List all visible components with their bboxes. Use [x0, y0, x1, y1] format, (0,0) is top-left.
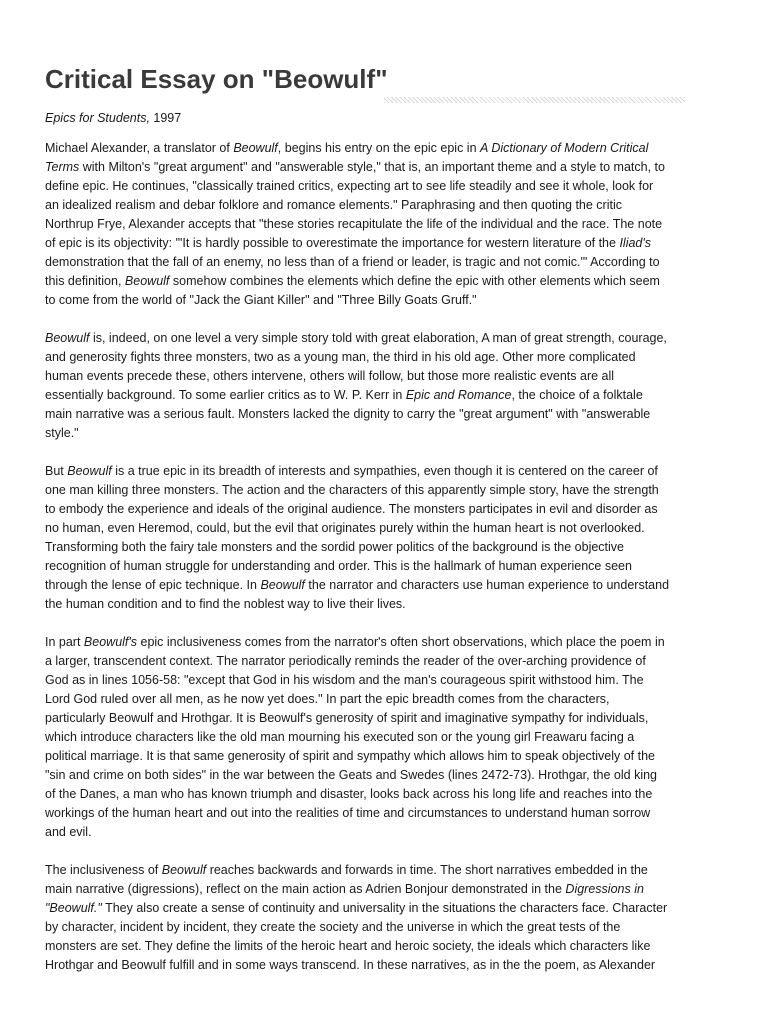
paragraph-line [45, 481, 695, 500]
text-run: this definition, [45, 274, 125, 288]
text-run: is a true epic in its breadth of interests and sympathies, even though it is centered on the career of [111, 464, 658, 478]
paragraph-line [45, 329, 695, 348]
text-run: But [45, 464, 68, 478]
text-run: somehow combines the elements which define the epic with other elements which seem [169, 274, 660, 288]
text-run: with Milton's "great argument" and "answerable style," that is, an important theme and a style to match, to [79, 160, 665, 174]
text-run: essentially background. To some earlier critics as to W. P. Kerr in [45, 388, 406, 402]
italic-text: "Beowulf." [45, 901, 102, 915]
text-run: through the lense of epic technique. In [45, 578, 261, 592]
paragraph-line [45, 652, 695, 671]
paragraph-line [45, 671, 695, 690]
text-run: recognition of human struggle for understanding and order. This is the hallmark of human experience seen [45, 559, 632, 573]
text-run: monsters are set. They define the limits of the heroic heart and heroic society, the ideals which characters like [45, 939, 651, 953]
paragraph-line [45, 139, 695, 158]
paragraph-line [45, 766, 695, 785]
paragraph-line [45, 367, 695, 386]
text-run: a larger, transcendent context. The narrator periodically reminds the reader of the over-arching providence of [45, 654, 646, 668]
text-run: by character, incident by incident, they create the society and the universe in which the great tests of the [45, 920, 621, 934]
paragraph-line [45, 747, 695, 766]
paragraph-line [45, 177, 695, 196]
italic-text: Epic and Romance [405, 388, 512, 402]
text-run: to come from the world of "Jack the Giant Killer" and "Three Billy Goats Gruff." [45, 293, 477, 307]
title-block [45, 62, 685, 96]
italic-text: Beowulf [260, 578, 305, 592]
text-run: Transforming both the fairy tale monsters and the sordid power politics of the background is the objective [45, 540, 625, 554]
paragraph-line [45, 424, 695, 443]
text-run: of epic is its objectivity: "'It is hardly possible to overestimate the importance for western literature of the [45, 236, 620, 250]
italic-text: Beowulf's [83, 635, 138, 649]
paragraph-line [45, 633, 695, 652]
title-rule [384, 97, 685, 103]
paragraph-line [45, 690, 695, 709]
italic-text: Iliad's [619, 236, 652, 250]
text-run: particularly Beowulf and Hrothgar. It is Beowulf's generosity of spirit and imaginative sympathy for individuals, [45, 711, 649, 725]
paragraph-line [45, 918, 695, 937]
paragraph-line [45, 576, 695, 595]
source-line [45, 109, 181, 127]
text-run: of the Danes, a man who has known triumph and disaster, looks back across his long life and reaches into the [45, 787, 653, 801]
text-run: the human condition and to find the noblest way to live their lives. [45, 597, 406, 611]
paragraph-line [45, 500, 695, 519]
text-run: which introduce characters like the old man mourning his executed son or the young girl Freawaru facing a [45, 730, 635, 744]
paragraph-line [45, 709, 695, 728]
paragraph-line [45, 861, 695, 880]
text-run: Lord God ruled over all men, as he now yet does." In part the epic breadth comes from the characters, [45, 692, 610, 706]
paragraph-line [45, 823, 695, 842]
text-run: style." [45, 426, 79, 440]
text-run: workings of the human heart and out into the realities of time and circumstances to understand human sorrow [45, 806, 651, 820]
essay-paragraph [45, 329, 695, 443]
text-run: no human, even Heremod, could, but the evil that originates purely within the human heart is not overlooked. [45, 521, 645, 535]
paragraph-line [45, 196, 695, 215]
paragraph-line [45, 804, 695, 823]
essay-paragraph [45, 633, 695, 842]
paragraph-line [45, 880, 695, 899]
italic-text: Digressions in [565, 882, 644, 896]
text-run: an idealized realism and debar folklore and romance elements." Paraphrasing and then quoting the critic [45, 198, 623, 212]
paragraph-line [45, 462, 695, 481]
text-run: reaches backwards and forwards in time. The short narratives embedded in the [206, 863, 648, 877]
italic-text: Beowulf [233, 141, 278, 155]
paragraph-line [45, 956, 695, 975]
text-run: main narrative (digressions), reflect on the main action as Adrien Bonjour demonstrated in the [45, 882, 566, 896]
text-run: one man killing three monsters. The action and the characters of this apparently simple story, have the strength [45, 483, 659, 497]
paragraph-line [45, 519, 695, 538]
text-run: The inclusiveness of [45, 863, 162, 877]
essay-body [45, 139, 695, 994]
paragraph-line [45, 595, 695, 614]
italic-text: Beowulf [161, 863, 207, 877]
paragraph-line [45, 386, 695, 405]
source-publication: Epics for Students, [45, 111, 150, 125]
text-run: They also create a sense of continuity and universality in the situations the characters face. Character [101, 901, 668, 915]
essay-paragraph [45, 462, 695, 614]
text-run: demonstration that the fall of an enemy, no less than of a friend or leader, is tragic and not comic.'" According to [45, 255, 660, 269]
text-run: political marriage. It is that same generosity of spirit and sympathy which allows him to speak objectively of the [45, 749, 655, 763]
text-run: define epic. He continues, "classically trained critics, expecting art to see life steadily and see it whole, look for [45, 179, 654, 193]
text-run: epic inclusiveness comes from the narrator's often short observations, which place the poem in [137, 635, 665, 649]
text-run: the narrator and characters use human experience to understand [304, 578, 670, 592]
text-run: In part [45, 635, 84, 649]
paragraph-line [45, 158, 695, 177]
paragraph-line [45, 557, 695, 576]
paragraph-line [45, 785, 695, 804]
text-run: , the choice of a folktale [511, 388, 643, 402]
text-run: to embody the experience and ideals of the original audience. The monsters participates in evil and disorder as [45, 502, 658, 516]
page-title: Critical Essay on "Beowulf" [45, 64, 388, 94]
paragraph-line [45, 253, 695, 272]
text-run: "sin and crime on both sides" in the war between the Geats and Swedes (lines 2472-73). Hrothgar, the old king [45, 768, 658, 782]
text-run: Hrothgar and Beowulf fulfill and in some ways transcend. In these narratives, as in the the poem, as Alexander [45, 958, 656, 972]
italic-text: Beowulf [67, 464, 112, 478]
source-year: 1997 [149, 111, 182, 125]
text-run: is, indeed, on one level a very simple story told with great elaboration, A man of great strength, courage, [89, 331, 667, 345]
paragraph-line [45, 291, 695, 310]
paragraph-line [45, 215, 695, 234]
italic-text: Terms [45, 160, 80, 174]
text-run: main narrative was a serious fault. Monsters lacked the dignity to carry the "great argument" with "answerable [45, 407, 651, 421]
text-run: Northrup Frye, Alexander accepts that "these stories recapitulate the life of the individual and the race. The note [45, 217, 663, 231]
paragraph-line [45, 937, 695, 956]
text-run: Michael Alexander, a translator of [45, 141, 234, 155]
paragraph-line [45, 728, 695, 747]
text-run: God as in lines 1056-58: "except that God in his wisdom and the man's courageous spirit withstood him. The [45, 673, 644, 687]
paragraph-line [45, 538, 695, 557]
text-run: , begins his entry on the epic epic in [277, 141, 481, 155]
paragraph-line [45, 272, 695, 291]
text-run: human events precede these, others intervene, others will follow, but those more realistic events are all [45, 369, 615, 383]
text-run: and evil. [45, 825, 92, 839]
paragraph-line [45, 899, 695, 918]
paragraph-line [45, 405, 695, 424]
paragraph-line [45, 234, 695, 253]
essay-paragraph [45, 139, 695, 310]
text-run: and generosity fights three monsters, two as a young man, the third in his old age. Other more complicated [45, 350, 636, 364]
italic-text: Beowulf [124, 274, 170, 288]
paragraph-line [45, 348, 695, 367]
italic-text: Beowulf [45, 331, 90, 345]
italic-text: A Dictionary of Modern Critical [480, 141, 649, 155]
essay-paragraph [45, 861, 695, 975]
